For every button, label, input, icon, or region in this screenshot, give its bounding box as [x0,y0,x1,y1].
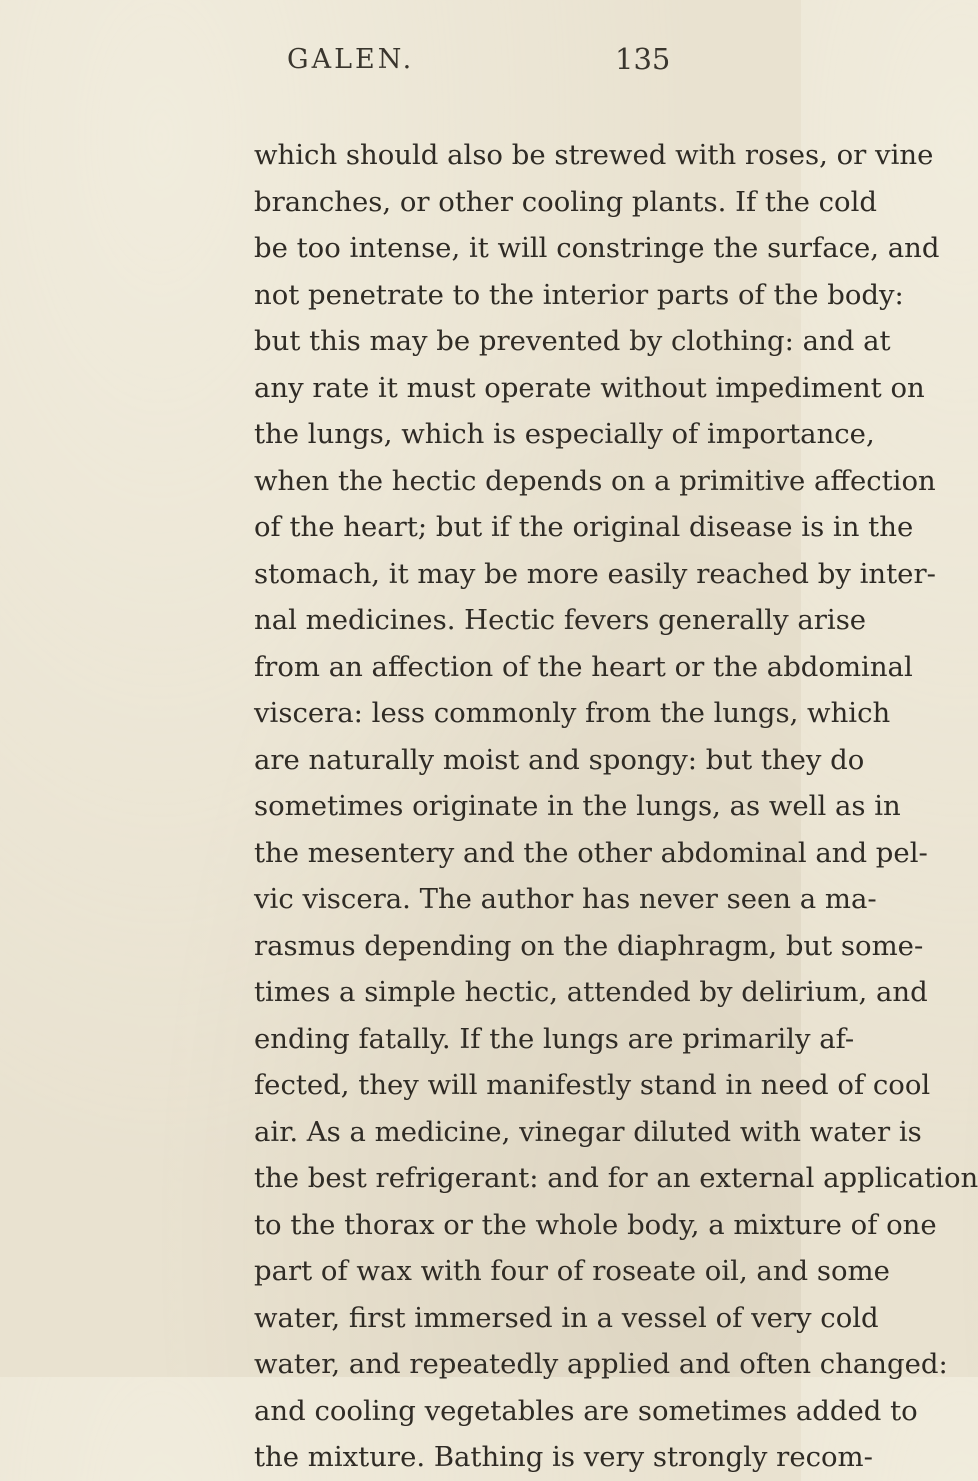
text-line: which should also be strewed with roses, or vine [254,139,934,171]
text-line: and cooling vegetables are sometimes added to [254,1394,918,1427]
text-line: not penetrate to the interior parts of the body: [254,278,904,311]
text-line: stomach, it may be more easily reached by inter- [254,557,936,590]
body-text [254,132,978,1481]
text-line: are naturally moist and spongy: but they do [254,743,865,776]
text-line: part of wax with four of roseate oil, and some [254,1255,890,1287]
text-line: ending fatally. If the lungs are primarily af- [254,1022,855,1055]
text-line: water, and repeatedly applied and often changed: [254,1348,948,1380]
text-line: to the thorax or the whole body, a mixture of one [254,1208,937,1241]
text-line: when the hectic depends on a primitive affection [254,464,936,497]
text-line: fected, they will manifestly stand in need of cool [254,1069,931,1101]
text-line: rasmus depending on the diaphragm, but some- [254,929,924,962]
text-line: the lungs, which is especially of importance, [254,418,875,450]
text-line: from an affection of the heart or the abdominal [254,650,913,683]
text-line: nal medicines. Hectic fevers generally arise [254,604,867,636]
text-line: the mixture. Bathing is very strongly recom- [254,1441,873,1473]
text-line: the best refrigerant: and for an external application [254,1162,978,1194]
text-line: branches, or other cooling plants. If the cold [254,185,877,218]
text-line: be too intense, it will constringe the surface, and [254,232,940,264]
text-line: sometimes originate in the lungs, as well as in [254,790,901,822]
text-line: but this may be prevented by clothing: and at [254,325,891,357]
running-head [0,44,801,84]
text-line: the mesentery and the other abdominal and pel- [254,836,928,869]
text-line: times a simple hectic, attended by delirium, and [254,976,928,1008]
page-number: 135 [615,42,671,76]
text-line: air. As a medicine, vinegar diluted with water is [254,1115,922,1148]
text-line: water, first immersed in a vessel of very cold [254,1301,879,1334]
text-line: any rate it must operate without impediment on [254,371,925,404]
text-line: viscera: less commonly from the lungs, which [254,697,891,729]
text-line: of the heart; but if the original disease is in the [254,511,914,543]
text-line: vic viscera. The author has never seen a ma- [254,883,877,915]
running-head-title: GALEN. [287,44,415,75]
